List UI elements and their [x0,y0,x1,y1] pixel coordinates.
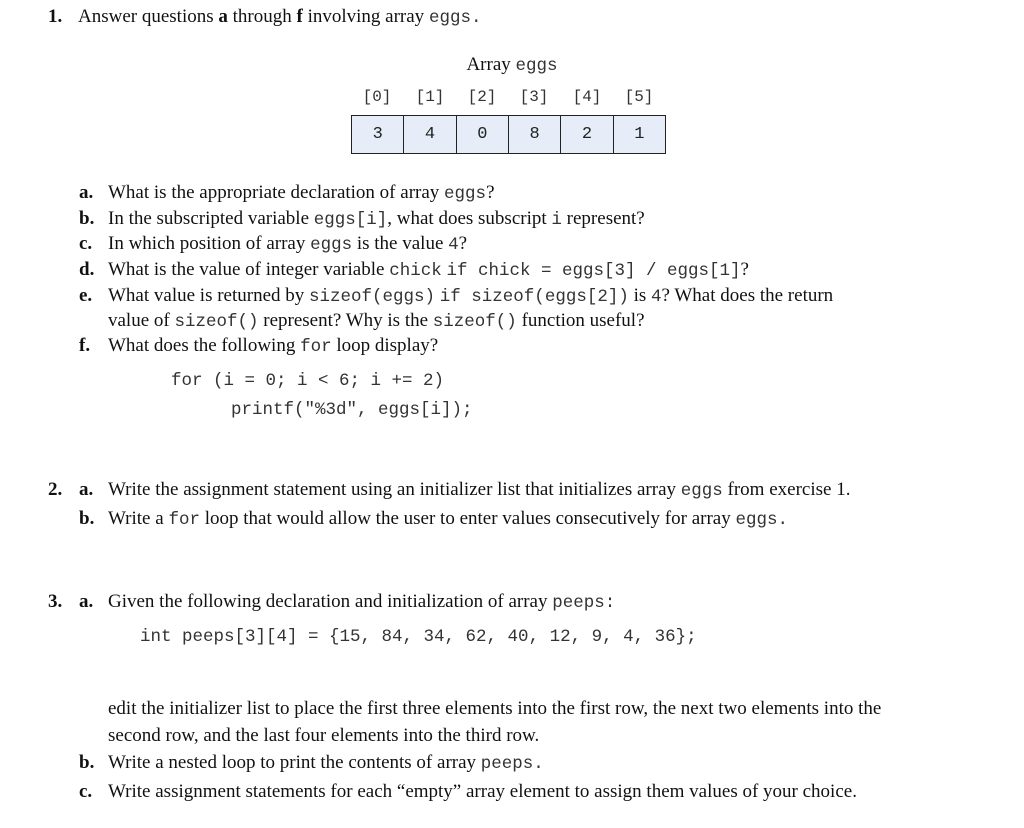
item-label: c. [79,781,93,802]
question-1c [79,232,467,257]
item-text: Write a [108,508,164,529]
item-text: loop that would allow the user to enter values consecutively for array [204,508,731,529]
item-text: What is the value of integer variable [108,259,385,280]
item-text: is the value [356,233,444,254]
item-code: peeps: [552,593,616,613]
array-index: [1] [415,88,445,106]
question-2b [79,507,788,532]
code-line-peeps-declaration: int peeps[3][4] = {15, 84, 34, 62, 40, 12, 9, 4, 36}; [140,627,697,647]
item-tail: function useful? [521,310,645,331]
question-1-heading [48,5,481,30]
item-text: What does the following [108,335,296,356]
question-1e [79,284,833,309]
item-code: if chick = eggs[3] / eggs[1] [446,261,741,281]
intro-text-b: through [227,6,297,27]
item-label: c. [79,233,93,254]
item-text: represent? Why is the [263,310,429,331]
question-2a [48,478,850,503]
item-label: a. [79,182,94,203]
item-label: b. [79,508,95,529]
question-3a-paragraph-line1: edit the initializer list to place the first three elements into the first row, the next two elements into the [108,698,882,719]
item-code: sizeof() [174,312,259,332]
item-text: Write a nested loop to print the contents of array [108,752,477,773]
item-text: , what does subscript [387,208,547,229]
intro-bold-f: f [296,6,303,27]
item-text: Write the assignment statement using an initializer list that initializes array [108,479,677,500]
item-code: for [168,510,200,530]
intro-text-c: involving array [302,6,425,27]
question-1d [79,258,749,283]
item-code: eggs [310,235,353,255]
array-eggs-diagram [351,115,666,154]
array-index: [3] [519,88,549,106]
item-tail: ? What does the return [661,285,834,306]
item-code: i [551,210,562,230]
item-code: if sizeof(eggs[2]) [439,287,629,307]
question-3b [79,751,544,776]
array-title [0,53,1024,78]
code-line-for: for (i = 0; i < 6; i += 2) [171,371,445,391]
item-code: eggs. [735,510,788,530]
item-text: In the subscripted variable [108,208,310,229]
item-tail: from exercise 1. [727,479,851,500]
item-code: for [300,337,332,357]
array-title-text: Array [466,54,511,75]
question-3a-paragraph-line2: second row, and the last four elements into the third row. [108,725,540,746]
item-code: sizeof(eggs) [309,287,436,307]
array-index: [0] [362,88,392,106]
array-index: [4] [572,88,602,106]
item-tail: loop display? [336,335,439,356]
question-1f [79,334,438,359]
intro-bold-a: a [218,6,228,27]
item-label: d. [79,259,95,280]
question-1e-line2 [108,309,645,334]
array-cell: 2 [561,116,613,153]
item-label: b. [79,208,95,229]
item-code: eggs [680,481,723,501]
code-line-printf: printf("%3d", eggs[i]); [231,400,473,420]
item-text: Given the following declaration and initialization of array [108,591,548,612]
item-code: 4 [448,235,459,255]
array-cell: 1 [634,125,645,144]
array-cell: 4 [404,116,456,153]
question-3a [48,590,615,615]
item-code: eggs [444,184,487,204]
question-number: 3. [48,591,63,612]
item-code: eggs[i] [313,210,388,230]
intro-text-a: Answer questions [78,6,219,27]
item-code: chick [389,261,442,281]
item-code: 4 [651,287,662,307]
array-index: [2] [467,88,497,106]
item-code: sizeof() [432,312,517,332]
item-tail: ? [486,182,495,203]
item-tail: ? [458,233,468,254]
array-index: [5] [624,88,654,106]
array-title-code: eggs [515,56,558,76]
item-text: is [633,285,647,306]
question-1b [79,207,645,232]
question-number: 2. [48,479,63,500]
item-code: peeps. [480,754,544,774]
item-label: b. [79,752,95,773]
item-label: a. [79,591,94,612]
item-label: e. [79,285,93,306]
item-label: a. [79,479,94,500]
item-text: Write assignment statements for each “empty” array element to assign them values of your choice. [108,781,857,802]
array-cell: 8 [509,116,561,153]
item-text: value of [108,310,170,331]
item-tail: represent? [566,208,645,229]
array-cell: 3 [352,116,404,153]
item-text: In which position of array [108,233,306,254]
question-number: 1. [48,6,63,27]
item-text: What value is returned by [108,285,305,306]
item-tail: ? [740,259,749,280]
question-1a [79,181,495,206]
question-3c [79,780,857,804]
item-text: What is the appropriate declaration of array [108,182,440,203]
array-cell: 0 [457,116,509,153]
intro-code: eggs. [428,8,482,28]
item-label: f. [79,335,91,356]
